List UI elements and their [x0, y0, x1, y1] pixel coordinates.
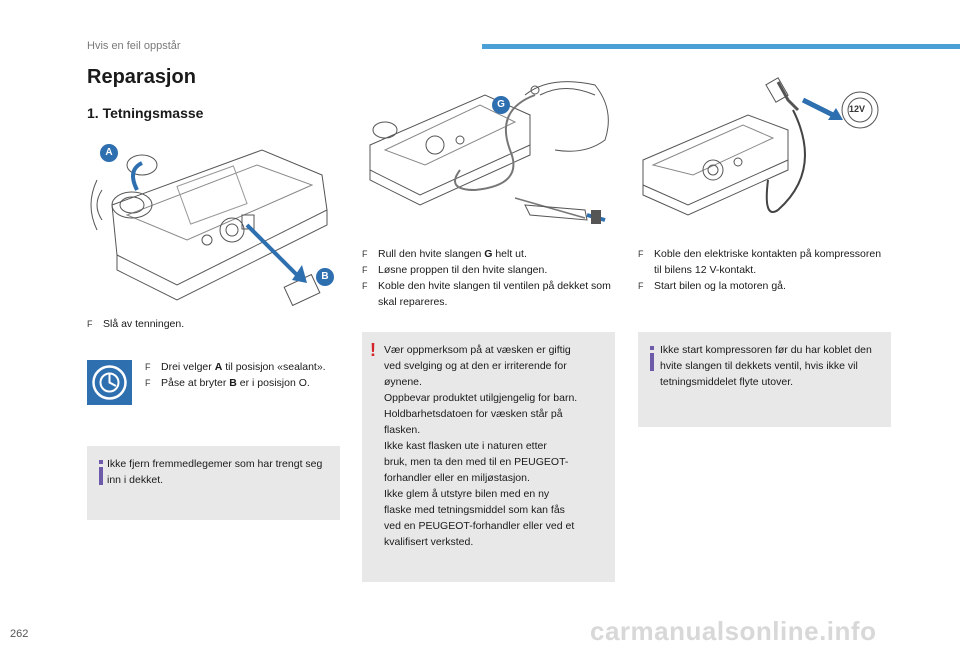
compressor-illustration-1 [87, 135, 337, 310]
info-icon [99, 467, 103, 485]
selector-dial-icon [87, 360, 132, 405]
socket-12v-label: 12V [849, 104, 866, 114]
col3-bullets [638, 246, 888, 294]
compressor-illustration-3 [638, 70, 890, 235]
header-accent-bar [482, 44, 960, 49]
col1-bullets-top [87, 316, 327, 332]
compressor-illustration-2 [365, 70, 615, 230]
section-header: Hvis en feil oppstår [87, 40, 181, 52]
warning-box [362, 332, 615, 582]
info-icon-dot [650, 346, 654, 350]
list-item: F Koble den hvite slangen til ventilen på dekket som skal repareres. [362, 280, 611, 308]
page-number: 262 [10, 628, 29, 640]
page-title: Reparasjon [87, 66, 196, 88]
info-icon-dot [99, 460, 103, 464]
list-item: F Start bilen og la motoren gå. [638, 280, 786, 292]
list-item: F Påse at bryter B er i posisjon O. [145, 377, 310, 389]
info-icon [650, 353, 654, 371]
info-text: Ikke start kompressoren før du har koblet den hvite slangen til dekkets ventil, hvis ikke vil tetningsmiddelet flyte utover. [660, 344, 872, 388]
warning-icon: ! [370, 340, 376, 360]
section-subtitle: 1. Tetningsmasse [87, 105, 204, 121]
warning-text: Vær oppmerksom på at væsken er giftig ved svelging og at den er irriterende for øynene. Oppbevar produktet utilgjengelig for barn. Holdbarhetsdatoen for væsken står på flasken. Ikke kast flasken ute i naturen etter bruk, men ta den med til en PEUGEOT- forhandler eller en miljøstasjon. Ikke glem å utstyre bilen med en ny flaske med tetningsmiddel som kan fås ved en PEUGEOT-forhandler eller ved et kvalifisert verksted. [384, 344, 578, 548]
bullet-marker: F [87, 319, 93, 329]
callout-b: B [316, 268, 334, 286]
list-item: F Slå av tenningen. [87, 318, 185, 330]
info-text: Ikke fjern fremmedlegemer som har trengt seg inn i dekket. [107, 458, 323, 486]
watermark: carmanualsonline.info [590, 616, 877, 646]
dial-icon [87, 360, 132, 405]
list-item: F Rull den hvite slangen G helt ut. [362, 248, 527, 260]
callout-g: G [492, 96, 510, 114]
info-box-1 [87, 446, 340, 520]
list-item: F Koble den elektriske kontakten på kompressoren til bilens 12 V-kontakt. [638, 248, 882, 276]
col2-bullets [362, 246, 612, 310]
callout-a: A [100, 144, 118, 162]
list-item: F Drei velger A til posisjon «sealant». [145, 361, 326, 373]
info-box-2 [638, 332, 891, 427]
list-item: F Løsne proppen til den hvite slangen. [362, 264, 548, 276]
col1-bullets-dial [145, 359, 340, 391]
